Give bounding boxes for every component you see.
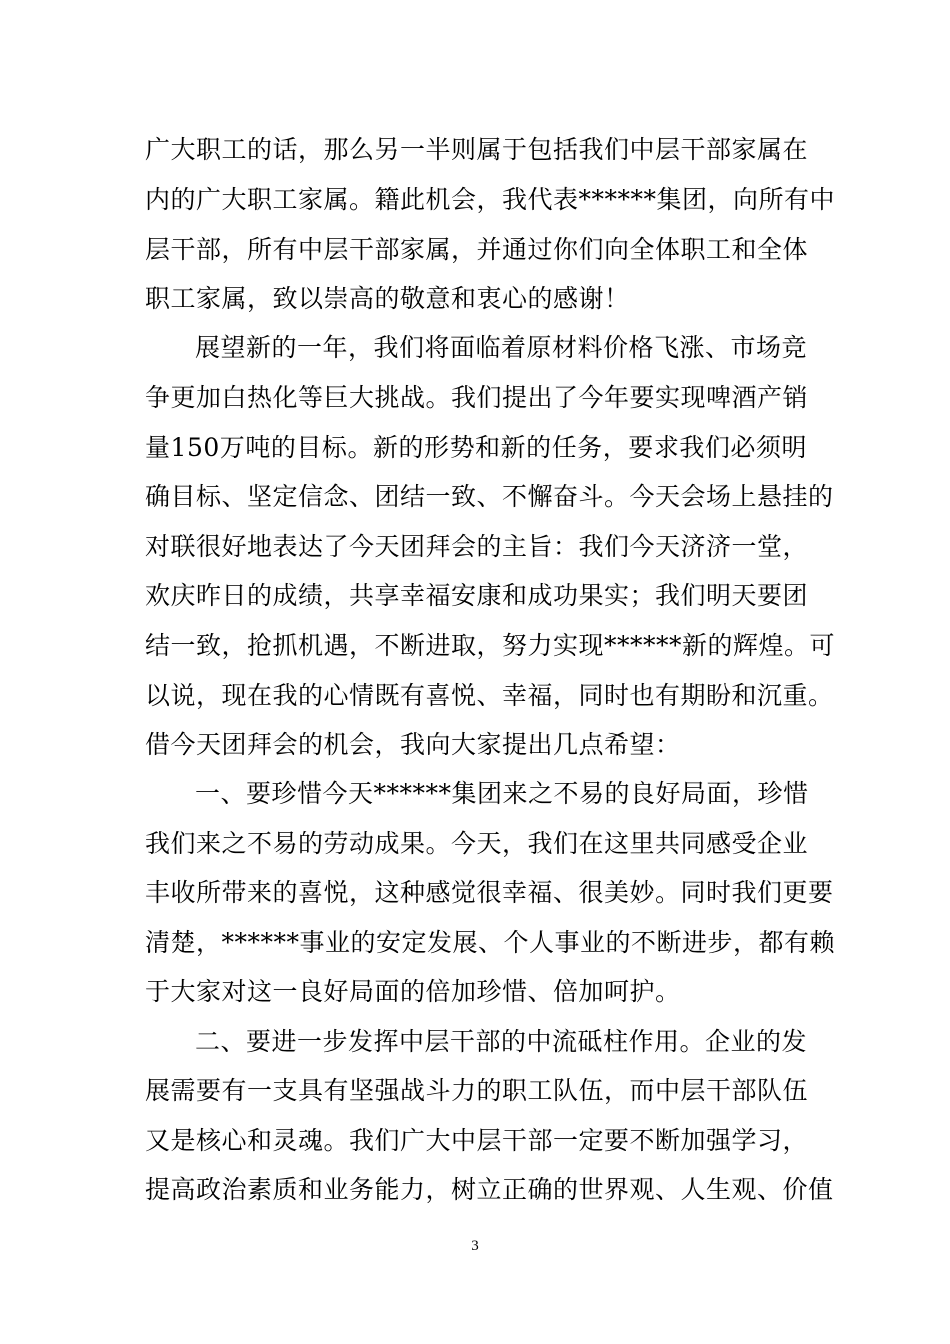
paragraph-first-line: 展望新的一年，我们将面临着原材料价格飞涨、市场竞 xyxy=(195,333,808,362)
text-line: 提高政治素质和业务能力，树立正确的世界观、人生观、价值 xyxy=(145,1175,834,1204)
text-line: 欢庆昨日的成绩，共享幸福安康和成功果实；我们明天要团 xyxy=(145,581,809,610)
text-line: 量150万吨的目标。新的形势和新的任务，要求我们必须明 xyxy=(145,433,807,462)
text-line: 清楚，******事业的安定发展、个人事业的不断进步，都有赖 xyxy=(145,928,836,957)
text-line: 丰收所带来的喜悦，这种感觉很幸福、很美妙。同时我们更要 xyxy=(145,878,834,907)
text-line: 于大家对这一良好局面的倍加珍惜、倍加呵护。 xyxy=(145,977,681,1006)
text-line: 广大职工的话，那么另一半则属于包括我们中层干部家属在 xyxy=(145,135,809,164)
page-number: 3 xyxy=(471,1238,479,1254)
paragraph-first-line: 二、要进一步发挥中层干部的中流砥柱作用。企业的发 xyxy=(195,1027,808,1056)
text-line: 以说，现在我的心情既有喜悦、幸福，同时也有期盼和沉重。 xyxy=(145,681,834,710)
text-line: 借今天团拜会的机会，我向大家提出几点希望： xyxy=(145,730,681,759)
text-line: 职工家属，致以崇高的敬意和衷心的感谢！ xyxy=(145,284,630,313)
text-line: 我们来之不易的劳动成果。今天，我们在这里共同感受企业 xyxy=(145,829,809,858)
paragraph-first-line: 一、要珍惜今天******集团来之不易的良好局面，珍惜 xyxy=(195,779,809,808)
text-line: 争更加白热化等巨大挑战。我们提出了今年要实现啤酒产销 xyxy=(145,383,809,412)
text-line: 对联很好地表达了今天团拜会的主旨：我们今天济济一堂， xyxy=(145,532,809,561)
text-line: 展需要有一支具有坚强战斗力的职工队伍，而中层干部队伍 xyxy=(145,1076,809,1105)
text-line: 确目标、坚定信念、团结一致、不懈奋斗。今天会场上悬挂的 xyxy=(145,482,834,511)
text-line: 内的广大职工家属。籍此机会，我代表******集团，向所有中 xyxy=(145,185,836,214)
text-line: 层干部，所有中层干部家属，并通过你们向全体职工和全体 xyxy=(145,235,809,264)
text-line: 结一致，抢抓机遇，不断进取，努力实现******新的辉煌。可 xyxy=(145,631,836,660)
text-line: 又是核心和灵魂。我们广大中层干部一定要不断加强学习， xyxy=(145,1126,809,1155)
